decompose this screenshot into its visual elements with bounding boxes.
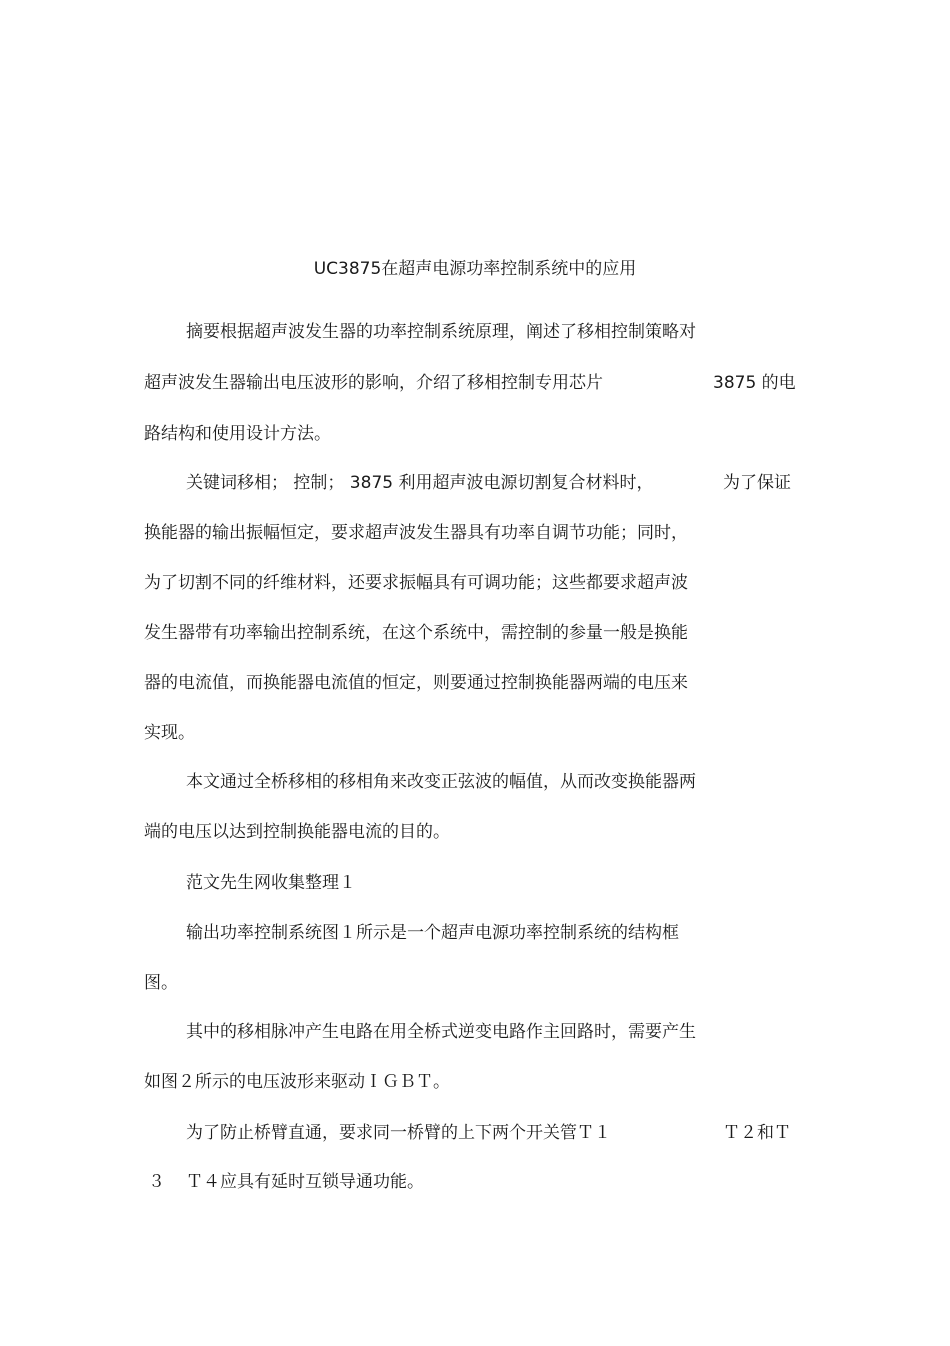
paragraph-line: 摘要根据超声波发生器的功率控制系统原理，阐述了移相控制策略对 xyxy=(186,322,696,342)
paragraph-line: 为了保证 xyxy=(723,473,791,493)
paragraph-line: ３ xyxy=(148,1172,165,1192)
paragraph-line: 关键词移相； 控制； 3875 利用超声波电源切割复合材料时， xyxy=(186,473,654,493)
paragraph-line: 输出功率控制系统图１所示是一个超声电源功率控制系统的结构框 xyxy=(186,923,679,943)
paragraph-line: 范文先生网收集整理１ xyxy=(186,873,356,893)
paragraph-line: Ｔ４应具有延时互锁导通功能。 xyxy=(186,1172,424,1192)
paragraph-line: 本文通过全桥移相的移相角来改变正弦波的幅值，从而改变换能器两 xyxy=(186,772,696,792)
paragraph-line: 路结构和使用设计方法。 xyxy=(144,424,331,444)
paragraph-line: 如图２所示的电压波形来驱动ＩＧＢＴ。 xyxy=(144,1072,450,1092)
paragraph-line: 为了防止桥臂直通，要求同一桥臂的上下两个开关管Ｔ１ xyxy=(186,1123,611,1143)
paragraph-line: 为了切割不同的纤维材料，还要求振幅具有可调功能；这些都要求超声波 xyxy=(144,573,688,593)
paragraph-line: Ｔ２和Ｔ xyxy=(723,1123,791,1143)
paragraph-line: 发生器带有功率输出控制系统，在这个系统中，需控制的参量一般是换能 xyxy=(144,623,688,643)
paragraph-line: 器的电流值，而换能器电流值的恒定，则要通过控制换能器两端的电压来 xyxy=(144,673,688,693)
paragraph-line: 超声波发生器输出电压波形的影响，介绍了移相控制专用芯片 xyxy=(144,373,603,393)
paragraph-line: 实现。 xyxy=(144,723,195,743)
document-title: UC3875在超声电源功率控制系统中的应用 xyxy=(313,259,637,279)
paragraph-line: 换能器的输出振幅恒定，要求超声波发生器具有功率自调节功能；同时， xyxy=(144,523,688,543)
paragraph-line: 3875 的电 xyxy=(713,373,796,393)
paragraph-line: 端的电压以达到控制换能器电流的目的。 xyxy=(144,822,450,842)
paragraph-line: 其中的移相脉冲产生电路在用全桥式逆变电路作主回路时，需要产生 xyxy=(186,1022,696,1042)
paragraph-line: 图。 xyxy=(144,973,178,993)
